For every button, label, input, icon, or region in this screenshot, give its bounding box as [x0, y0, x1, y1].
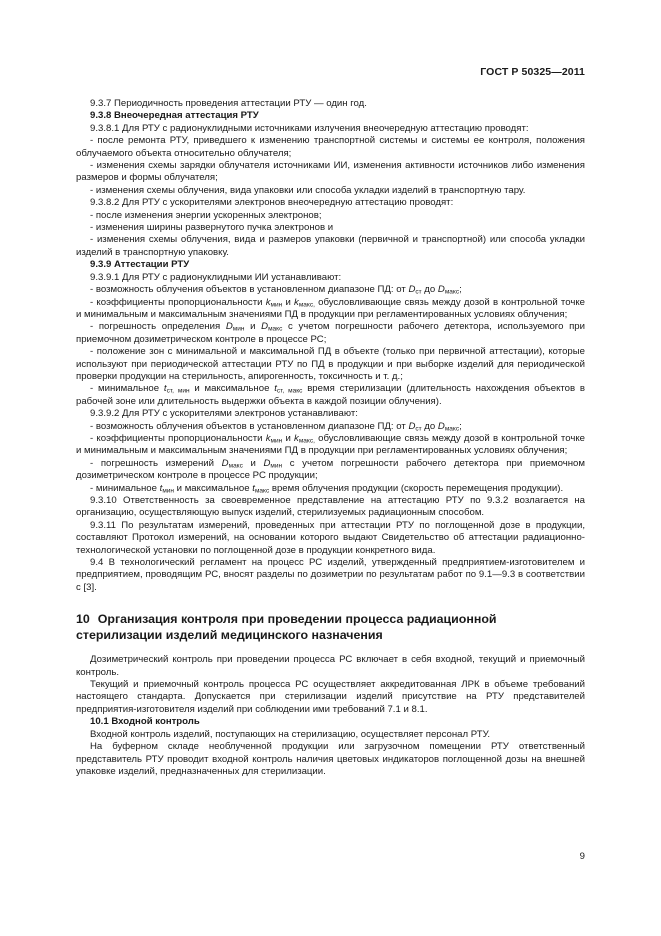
symbol: D [225, 321, 233, 333]
text-run: и максимальное [189, 383, 275, 395]
text-run: - погрешность измерений [90, 457, 222, 469]
subscript: макс [444, 288, 460, 296]
section-10-block [76, 654, 585, 778]
text-run: 10.1 Входной контроль [90, 716, 200, 728]
paragraph [76, 123, 585, 135]
text-run: и [282, 296, 295, 308]
paragraph [76, 346, 585, 383]
text-run: время стерилизации (длительность нахождения объектов в рабочей зоне или длительность выдержки объекта в каждой позиции облучения). [76, 383, 586, 407]
paragraph [76, 222, 585, 234]
text-run: - возможность облучения объектов в установленном диапазоне ПД: от [90, 284, 409, 296]
symbol: D [221, 457, 229, 469]
paragraph [76, 495, 585, 520]
symbol: D [408, 420, 416, 432]
paragraph [76, 284, 585, 296]
text-run: до [421, 284, 438, 296]
subscript: ст [415, 288, 422, 296]
text-run: - изменения ширины развернутого пучка электронов и [90, 222, 334, 234]
text-run: - минимальное [90, 482, 160, 494]
text-run: 9.3.8 Внеочередная аттестация РТУ [90, 110, 259, 122]
text-run: ; [459, 284, 462, 296]
paragraph [76, 234, 585, 259]
subscript: макс [268, 325, 283, 333]
paragraph [76, 135, 585, 160]
paragraph [76, 433, 585, 458]
subscript: мин [232, 325, 245, 333]
symbol: k [265, 296, 271, 308]
symbol: k [294, 296, 299, 308]
page-number: 9 [579, 851, 585, 862]
text-run: 9.3.11 По результатам измерений, проведенных при аттестации РТУ по поглощенной дозе в продукции, составляют Протокол измерений, на основании которого выдают Свидетельство об аттестации радиационно-технологической установки по поглощенной дозе в продукции конкретного вида. [76, 519, 585, 556]
text-run: 9.3.8.2 Для РТУ с ускорителями электронов внеочередную аттестацию проводят: [90, 197, 454, 209]
document-body [76, 98, 585, 778]
paragraph [76, 557, 585, 594]
text-run: и [282, 432, 295, 444]
paragraph [76, 421, 585, 433]
clause-heading [76, 110, 585, 122]
text-run: 9.3.9 Аттестации РТУ [90, 259, 190, 271]
symbol: t [252, 482, 255, 494]
paragraph [76, 185, 585, 197]
text-run: и [244, 321, 262, 333]
text-run: - погрешность определения [90, 321, 226, 333]
text-run: - коэффициенты пропорциональности [90, 432, 266, 444]
subscript: ст, мин [166, 387, 190, 395]
subscript: мин [162, 487, 175, 495]
text-run: обусловливающие связь между дозой в контрольной точке и минимальным и максимальным значениями ПД в продукции при регламентированных условиях облучения; [76, 296, 585, 320]
text-run: до [421, 420, 438, 432]
text-run: 9.3.9.1 Для РТУ с радионуклидными ИИ устанавливают: [90, 271, 342, 283]
text-run: 9.3.10 Ответственность за своевременное представление на аттестацию РТУ по 9.3.2 возлагается на организацию, осуществляющую выпуск изделий, стерилизуемых радиационным способом. [76, 495, 585, 519]
subscript: макс [228, 462, 243, 470]
text-run: - изменения схемы зарядки облучателя источниками ИИ, изменения активности источников либо изменения размеров и формы облучателя; [76, 160, 585, 184]
text-run: Текущий и приемочный контроль процесса РС осуществляет аккредитованная ЛРК в объеме требований настоящего стандарта. Допускается при стерилизации изделий присутствие на РТУ представителей предприятия-изготовителя изделий при соблюдении ими требований 7.1 и 8.1. [76, 679, 585, 715]
text-run: 9.3.9.2 Для РТУ с ускорителями электронов устанавливают: [90, 408, 358, 420]
paragraph [76, 408, 585, 420]
paragraph [76, 160, 585, 185]
text-run: обусловливающие связь между дозой в контрольной точке и минимальным и максимальным значениями ПД в продукции при регламентированных условиях облучения; [76, 432, 585, 457]
subscript: ст, макс [276, 387, 303, 395]
subscript: ст [415, 425, 422, 433]
paragraph [76, 297, 585, 322]
symbol: t [274, 383, 277, 395]
text-run: с учетом погрешности рабочего детектора, используемого при приемочном дозиметрическом контроле в процессе РС; [76, 321, 585, 345]
paragraph [76, 458, 585, 483]
clause-heading [76, 259, 585, 271]
text-run: - после изменения энергии ускоренных электронов; [90, 209, 322, 221]
text-run: - минимальное [90, 383, 164, 395]
paragraph [76, 197, 585, 209]
text-run: - изменения схемы облучения, вида упаковки или способа укладки изделий в транспортную тару. [90, 184, 526, 196]
text-run: с учетом погрешности рабочего детектора при приемочном дозиметрическом контроле в процессе РС продукции; [76, 457, 585, 482]
paragraph [76, 679, 585, 716]
text-run: - после ремонта РТУ, приведшего к изменению транспортной системы и системы ее контроля, положения облучаемого объекта относительно облучателя; [76, 135, 585, 159]
symbol: D [437, 284, 445, 296]
symbol: t [163, 383, 167, 395]
symbol: D [437, 420, 445, 432]
paragraph [76, 520, 585, 557]
clause-9-3-block [76, 98, 585, 594]
paragraph [76, 210, 585, 222]
text-run: - возможность облучения объектов в установленном диапазоне ПД: от [90, 420, 409, 432]
subscript: макс [254, 487, 270, 495]
section-10-heading [76, 612, 585, 643]
symbol: k [294, 432, 299, 444]
text-run: 9.3.8.1 Для РТУ с радионуклидными источниками излучения внеочередную аттестацию проводят: [90, 122, 529, 134]
symbol: k [265, 432, 271, 444]
symbol: D [408, 284, 416, 296]
symbol: D [263, 457, 271, 469]
paragraph [76, 741, 585, 778]
paragraph [76, 321, 585, 346]
text-run: - изменения схемы облучения, вида и размеров упаковки (первичной и транспортной) или способа укладки изделий в транспортную упаковку. [76, 234, 585, 258]
section-title: Организация контроля при проведении процесса радиационной стерилизации изделий медицинского назначения [76, 612, 497, 642]
subscript: макс, [298, 437, 315, 445]
text-run: Входной контроль изделий, поступающих на стерилизацию, осуществляет персонал РТУ. [90, 728, 491, 740]
symbol: D [261, 321, 269, 333]
text-run: время облучения продукции (скорость перемещения продукции). [269, 482, 564, 494]
symbol: t [159, 482, 163, 494]
standard-header: ГОСТ Р 50325—2011 [480, 66, 585, 78]
text-run: - положение зон с минимальной и максимальной ПД в объекте (только при первичной аттестации), которые используют при периодической аттестации РТУ по ПД в продукции и при выборке изделий для периодической проверки продукции на стерильность, апирогенность, токсичность и т. д.; [76, 346, 585, 382]
subscript: мин [270, 301, 283, 308]
text-run: 9.4 В технологический регламент на процесс РС изделий, утвержденный предприятием-изготовителем и предприятием, проводящим РС, вносят разделы по дозиметрии по результатам работ по 9.1—9.3 в соответствии с [3]. [76, 557, 585, 593]
subscript: макс, [298, 301, 315, 308]
clause-heading [76, 716, 585, 728]
text-run: и максимальное [174, 482, 253, 494]
paragraph [76, 383, 585, 408]
text-run: - коэффициенты пропорциональности [90, 296, 266, 308]
section-number: 10 [76, 612, 90, 627]
paragraph [76, 729, 585, 741]
text-run: Дозиметрический контроль при проведении процесса РС включает в себя входной, текущий и приемочный контроль. [76, 654, 585, 678]
paragraph [76, 483, 585, 495]
paragraph [76, 272, 585, 284]
paragraph [76, 654, 585, 679]
subscript: мин [270, 462, 283, 470]
subscript: макс [444, 425, 460, 433]
text-run: 9.3.7 Периодичность проведения аттестации РТУ — один год. [90, 98, 367, 109]
text-run: На буферном складе необлученной продукции или загрузочном помещении РТУ ответственный представитель РТУ проводит входной контроль наличия цветовых индикаторов поглощенной дозы на внешней упаковке изделий, предназначенных для стерилизации. [76, 741, 585, 777]
text-run: и [242, 457, 264, 469]
paragraph [76, 98, 585, 110]
subscript: мин [270, 437, 283, 445]
text-run: ; [459, 420, 462, 432]
